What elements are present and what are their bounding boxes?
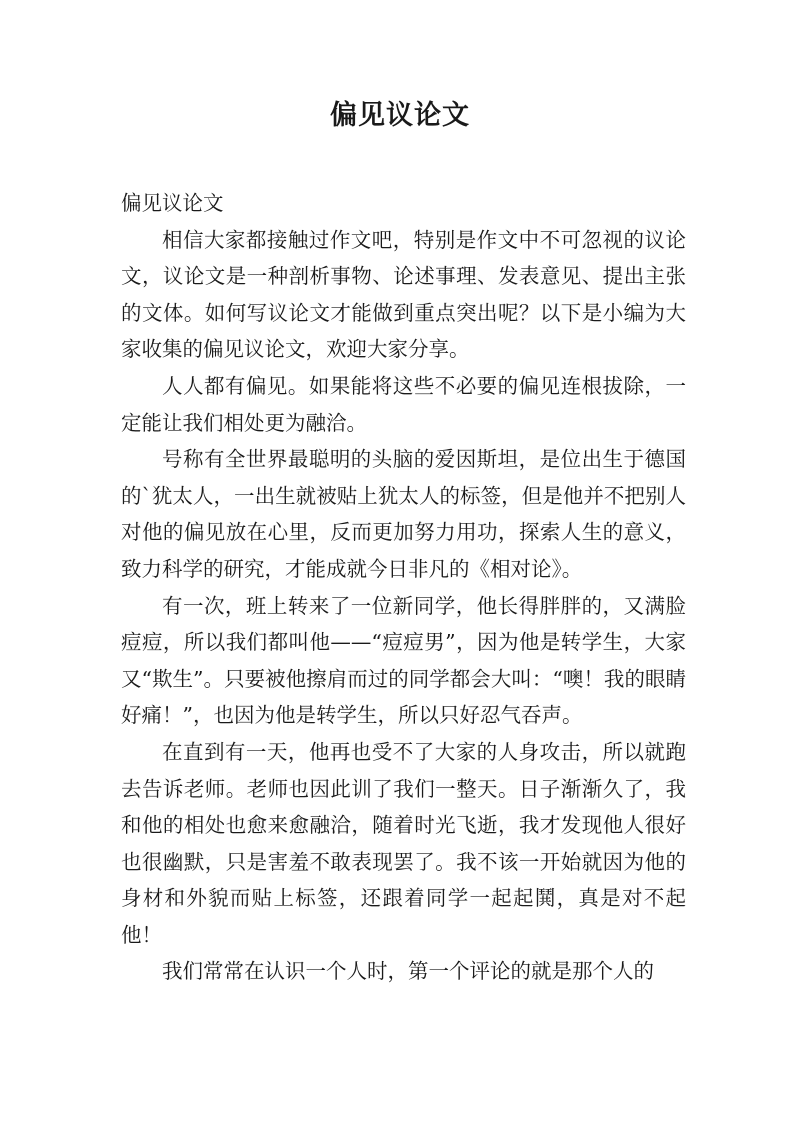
paragraph-intro: 相信大家都接触过作文吧，特别是作文中不可忽视的议论文，议论文是一种剖析事物、论述事理、发表意见、提出主张的文体。如何写议论文才能做到重点突出呢？以下是小编为大家收集的偏见议论文，欢迎大家分享。 <box>121 227 686 362</box>
paragraph-einstein: 号称有全世界最聪明的头脑的爱因斯坦，是位出生于德国的`犹太人，一出生就被贴上犹太人的标签，但是他并不把别人对他的偏见放在心里，反而更加努力用功，探索人生的意义，致力科学的研究，才能成就今日非凡的《相对论》。 <box>121 447 686 581</box>
subtitle-line: 偏见议论文 <box>121 191 224 215</box>
paragraph-new-student: 有一次，班上转来了一位新同学，他长得胖胖的，又满脸痘痘，所以我们都叫他——“痘痘男”，因为他是转学生，大家又“欺生”。只要被他擦肩而过的同学都会大叫：“噢！我的眼睛好痛！”，也因为他是转学生，所以只好忍气吞声。 <box>121 593 686 728</box>
paragraph-closing: 我们常常在认识一个人时，第一个评论的就是那个人的 <box>162 959 654 984</box>
document-body <box>121 185 686 990</box>
paragraph-thesis: 人人都有偏见。如果能将这些不必要的偏见连根拔除，一定能让我们相处更为融洽。 <box>121 373 686 435</box>
document-title: 偏见议论文 <box>330 100 470 131</box>
paragraph-reconciliation: 在直到有一天，他再也受不了大家的人身攻击，所以就跑去告诉老师。老师也因此训了我们一整天。日子渐渐久了，我和他的相处也愈来愈融洽，随着时光飞逝，我才发现他人很好也很幽默，只是害羞不敢表现罢了。我不该一开始就因为他的身材和外貌而贴上标签，还跟着同学一起起鬨，真是对不起他！ <box>121 739 686 947</box>
